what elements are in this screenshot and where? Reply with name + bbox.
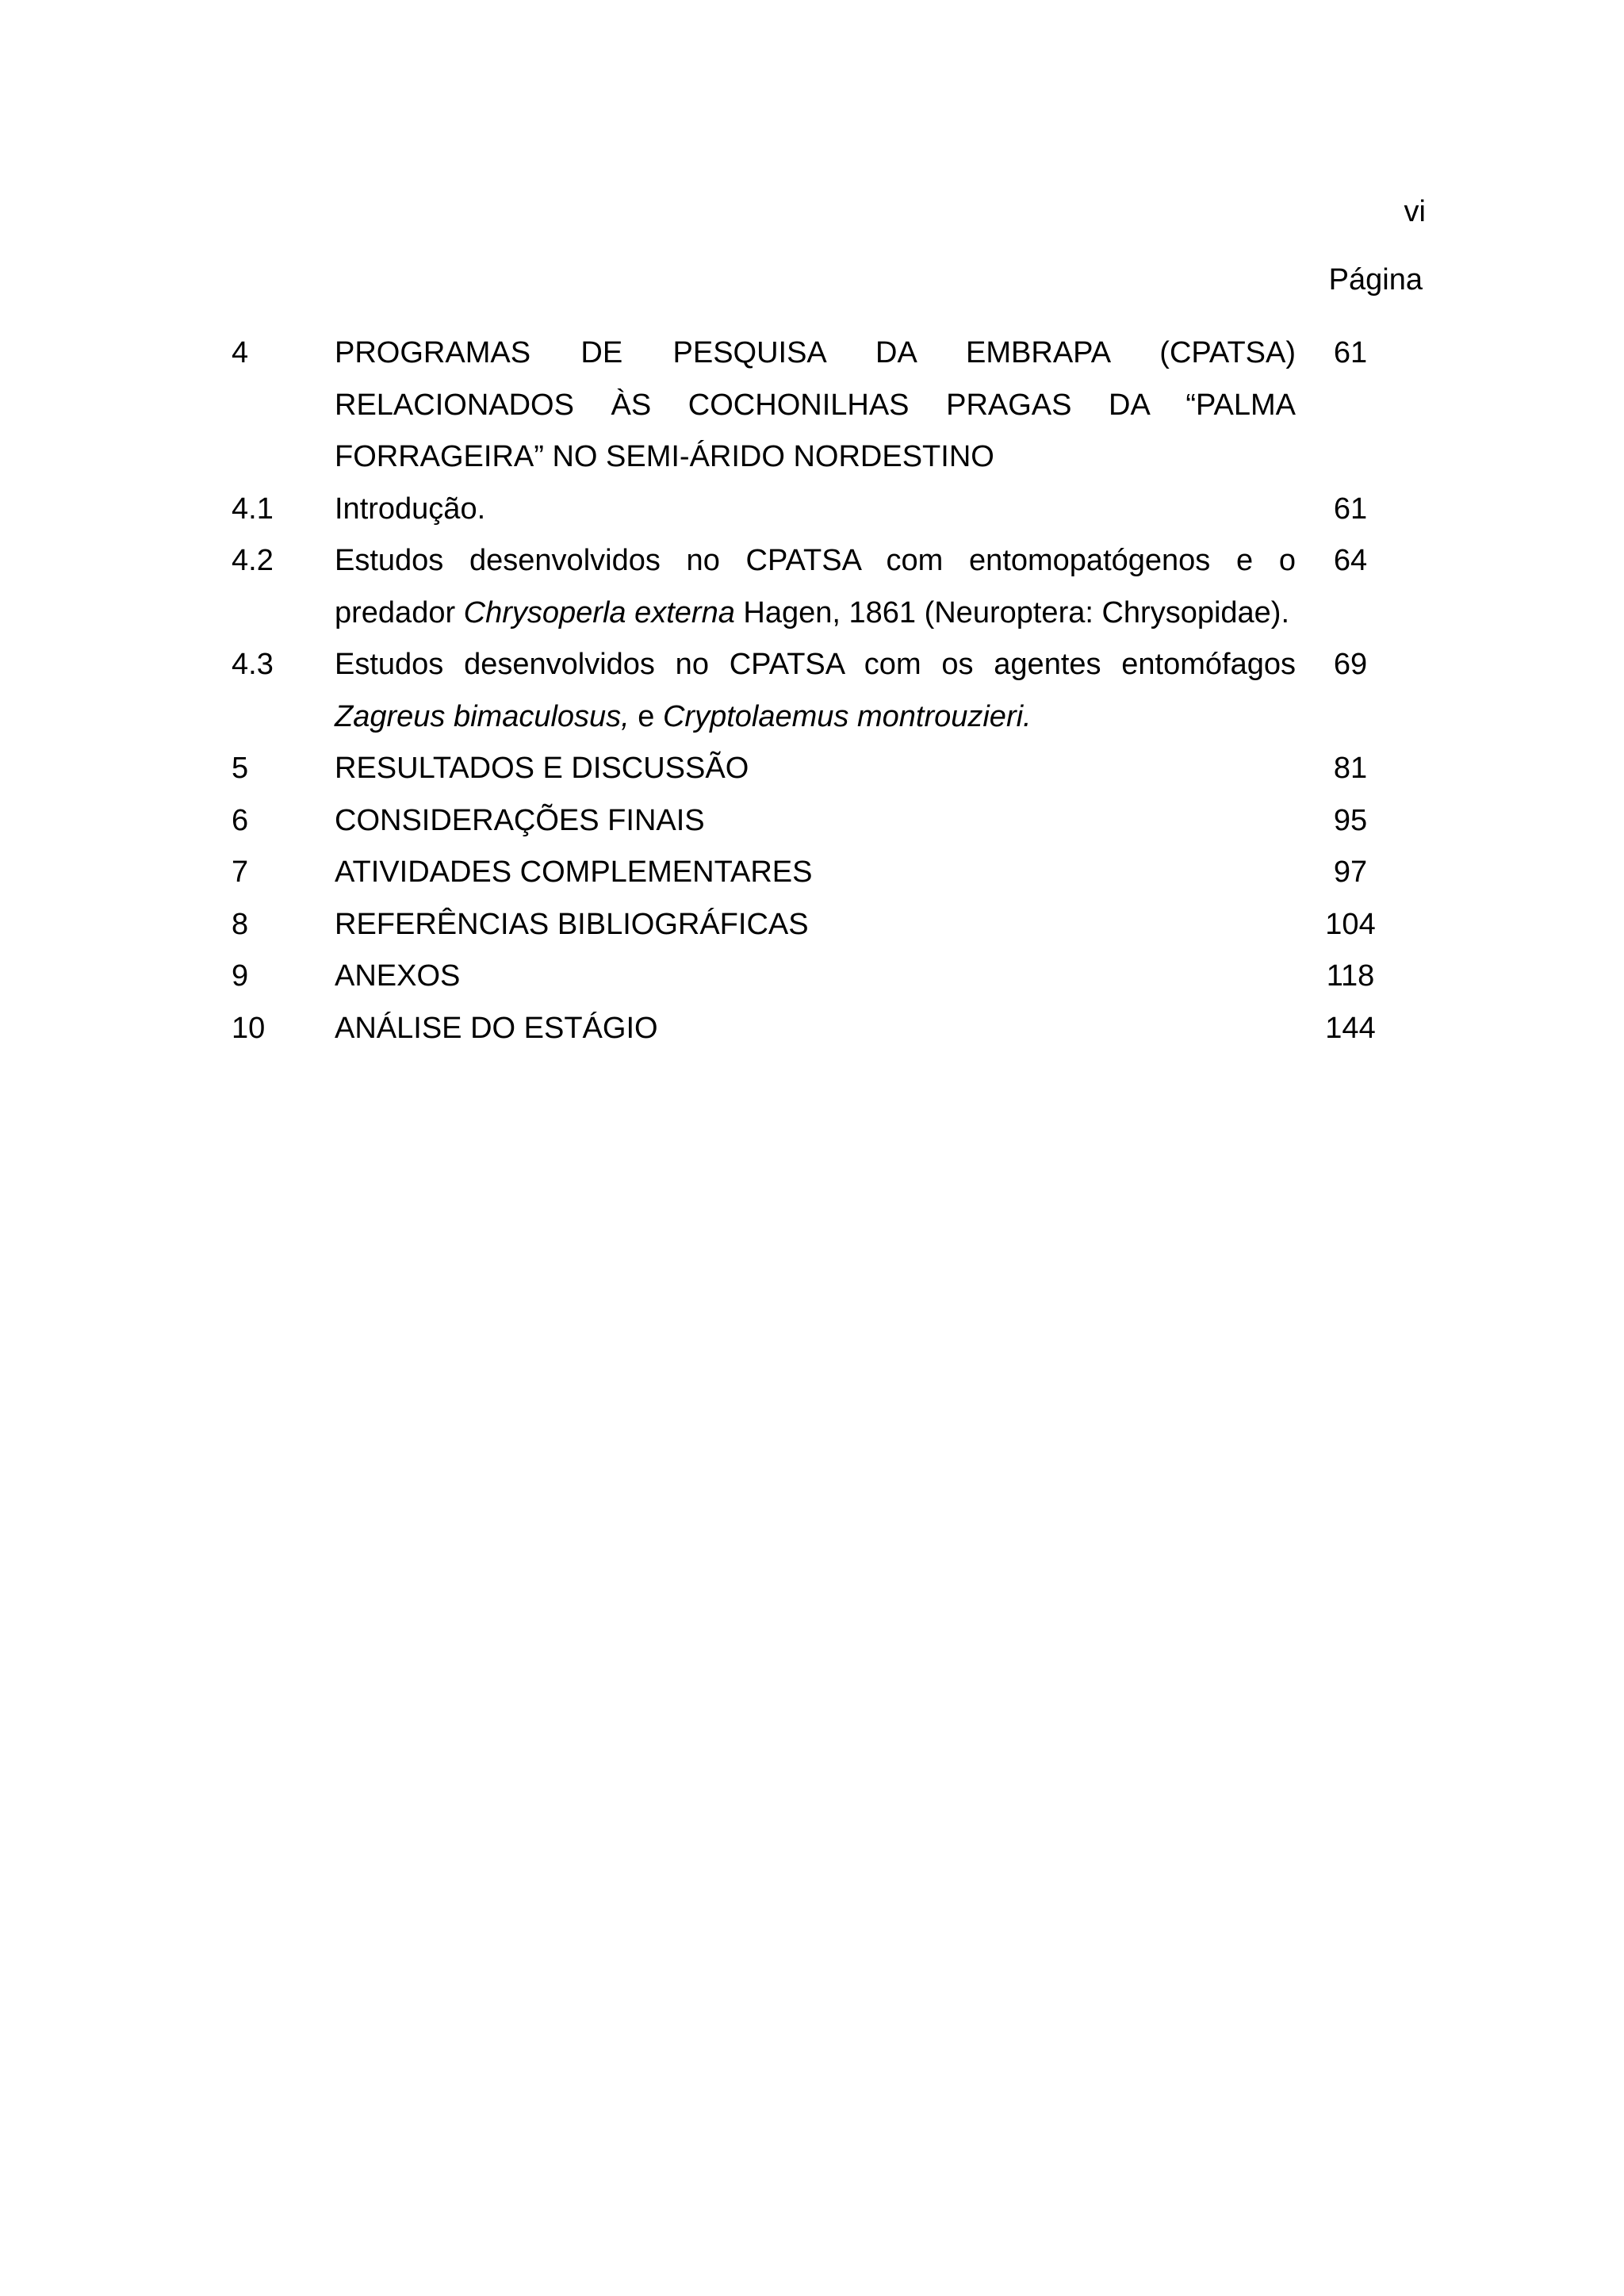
pagina-column-header: Página bbox=[1328, 263, 1423, 297]
toc-entry-title: CONSIDERAÇÕES FINAIS bbox=[335, 803, 705, 837]
page-number: vi bbox=[1404, 195, 1426, 228]
toc-entry-title-line: PROGRAMAS DE PESQUISA DA EMBRAPA (CPATSA) bbox=[335, 336, 1296, 369]
toc-entry-page: 69 bbox=[1333, 648, 1368, 681]
toc-entry-title-line: Estudos desenvolvidos no CPATSA com os agentes entomófagos bbox=[335, 648, 1296, 681]
toc-entry-title-line bbox=[335, 691, 1296, 744]
toc-entry-8[interactable] bbox=[232, 899, 1405, 951]
toc-entry-4-2[interactable] bbox=[232, 535, 1405, 639]
toc-entry-number: 4 bbox=[232, 336, 249, 369]
toc-entry-number: 4.3 bbox=[232, 648, 274, 681]
species-name: Zagreus bimaculosus, bbox=[335, 699, 630, 733]
toc-entry-9[interactable] bbox=[232, 951, 1405, 1003]
toc-entry-4-1[interactable] bbox=[232, 484, 1405, 536]
toc-entry-title bbox=[335, 535, 1296, 639]
toc-entry-page: 104 bbox=[1325, 907, 1376, 941]
toc-entry-number: 4.2 bbox=[232, 544, 274, 577]
toc-entry-title: RESULTADOS E DISCUSSÃO bbox=[335, 752, 749, 785]
toc-entry-page: 61 bbox=[1333, 492, 1368, 526]
toc-entry-title: ANÁLISE DO ESTÁGIO bbox=[335, 1011, 658, 1045]
toc-entry-10[interactable] bbox=[232, 1003, 1405, 1055]
species-name: Chrysoperla externa bbox=[463, 595, 735, 629]
toc-entry-page: 95 bbox=[1333, 803, 1368, 837]
toc-entry-number: 10 bbox=[232, 1011, 266, 1045]
toc-entry-4-3[interactable] bbox=[232, 639, 1405, 743]
title-text: predador bbox=[335, 595, 464, 629]
toc-entry-number: 9 bbox=[232, 959, 249, 993]
toc-entry-page: 81 bbox=[1333, 752, 1368, 785]
toc-entry-number: 5 bbox=[232, 752, 249, 785]
toc-entry-page: 144 bbox=[1325, 1011, 1376, 1045]
title-text: e bbox=[629, 699, 663, 733]
table-of-contents bbox=[232, 327, 1405, 1054]
toc-entry-6[interactable] bbox=[232, 795, 1405, 848]
toc-entry-title: REFERÊNCIAS BIBLIOGRÁFICAS bbox=[335, 907, 809, 941]
toc-entry-title-line: RELACIONADOS ÀS COCHONILHAS PRAGAS DA “PALMA bbox=[335, 388, 1296, 422]
toc-entry-number: 8 bbox=[232, 907, 249, 941]
species-name: Cryptolaemus montrouzieri. bbox=[662, 699, 1032, 733]
toc-entry-title: Introdução. bbox=[335, 492, 486, 526]
toc-entry-4[interactable] bbox=[232, 327, 1405, 484]
title-text: Hagen, 1861 (Neuroptera: Chrysopidae). bbox=[734, 595, 1290, 629]
toc-entry-number: 7 bbox=[232, 855, 249, 889]
toc-entry-title: ATIVIDADES COMPLEMENTARES bbox=[335, 855, 813, 889]
toc-entry-title: ANEXOS bbox=[335, 959, 461, 993]
toc-entry-page: 118 bbox=[1326, 959, 1375, 993]
toc-entry-page: 61 bbox=[1333, 336, 1368, 369]
toc-entry-title-line bbox=[335, 587, 1296, 640]
toc-entry-page: 64 bbox=[1333, 544, 1368, 577]
toc-entry-title bbox=[335, 639, 1296, 743]
toc-entry-7[interactable] bbox=[232, 847, 1405, 899]
toc-entry-title-line: FORRAGEIRA” NO SEMI-ÁRIDO NORDESTINO bbox=[335, 440, 994, 473]
toc-entry-number: 6 bbox=[232, 803, 249, 837]
toc-entry-page: 97 bbox=[1333, 855, 1368, 889]
toc-entry-number: 4.1 bbox=[232, 492, 274, 526]
toc-entry-title-line: Estudos desenvolvidos no CPATSA com entomopatógenos e o bbox=[335, 544, 1296, 577]
toc-entry-title bbox=[335, 327, 1296, 484]
toc-entry-5[interactable] bbox=[232, 743, 1405, 795]
